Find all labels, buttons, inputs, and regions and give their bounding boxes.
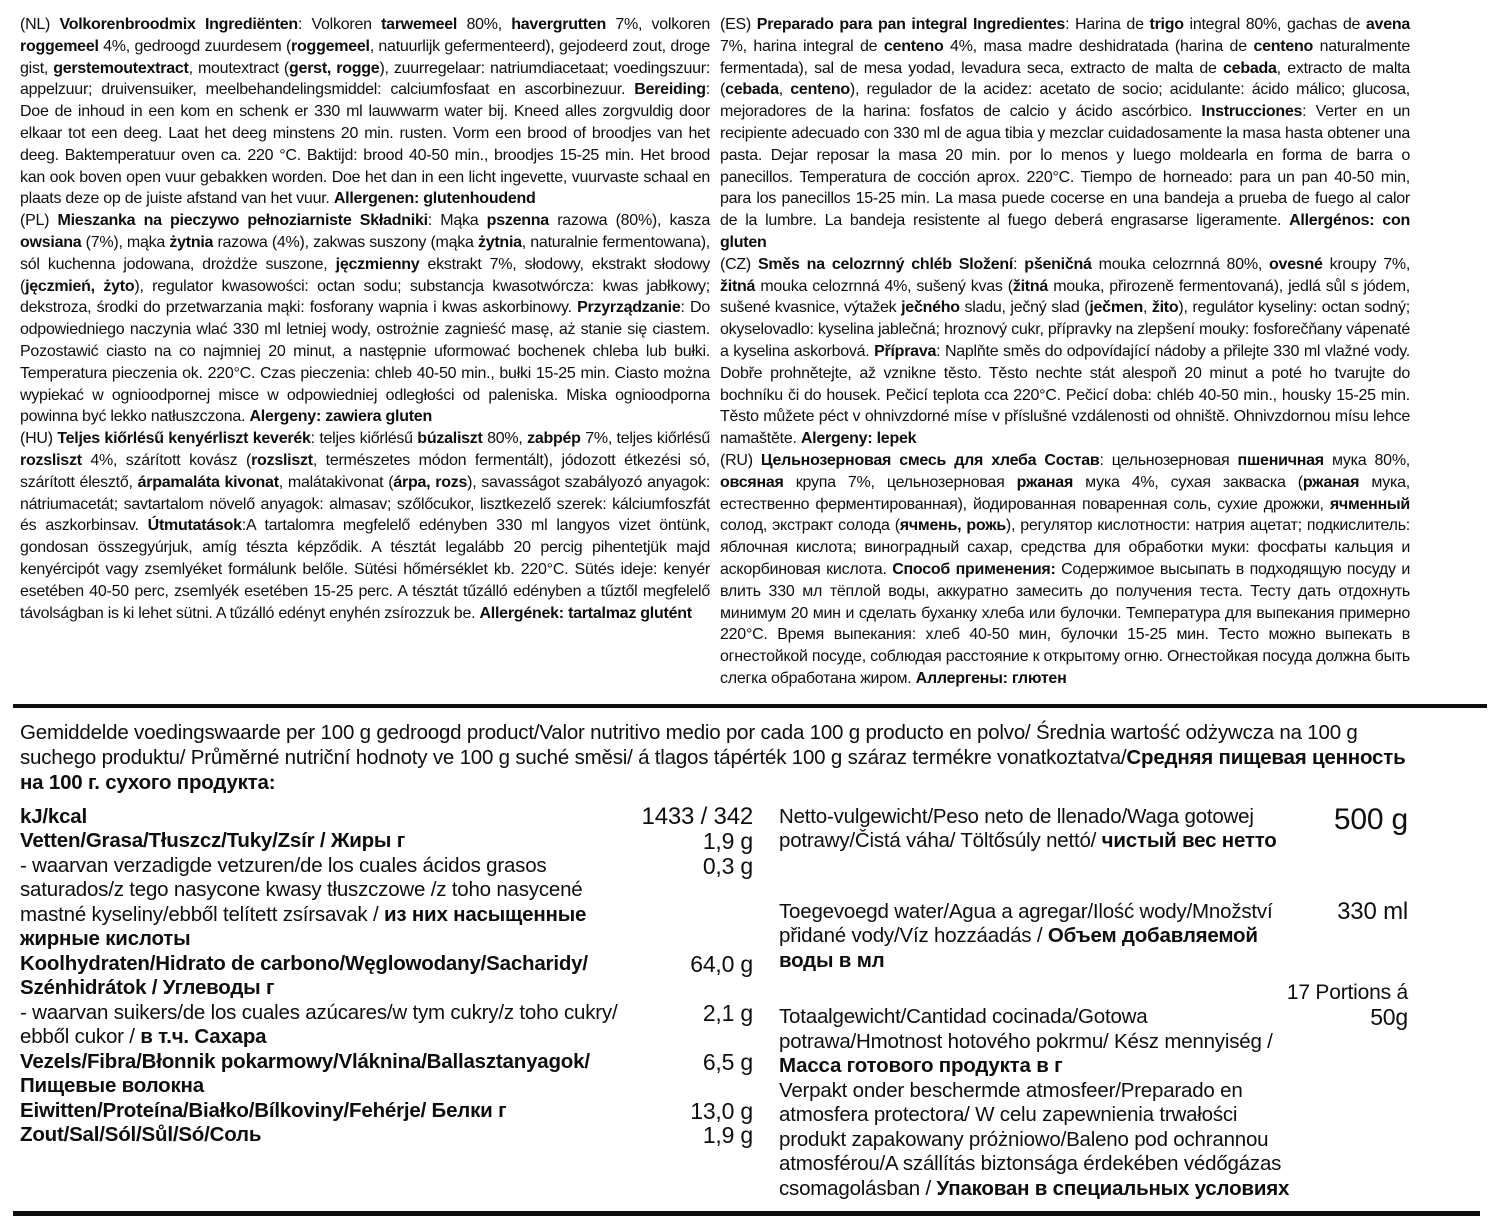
row-packaging xyxy=(779,1079,1408,1202)
nutrition-columns xyxy=(20,802,1408,1202)
nutrition-label xyxy=(779,805,1312,854)
bold-text-run: Средняя пищевая ценность на 100 г. сухого продукта: xyxy=(20,745,1406,794)
text-run: 7%, teljes kiőrlésű xyxy=(580,430,711,448)
row-added-water xyxy=(779,897,1408,974)
bold-text-run: ячменный xyxy=(1329,495,1410,513)
bold-text-run: cebada xyxy=(1223,59,1277,77)
row-fibre xyxy=(20,1050,753,1099)
bold-text-run: žito xyxy=(1151,299,1179,317)
nutrition-value: 0,3 g xyxy=(702,852,753,879)
nutrition-value: 1433 / 342 xyxy=(641,802,753,830)
text-run: - waarvan verzadigde vetzuren/de los cuales ácidos grasos saturados/z tego nasycone kwasy tłuszczowe /z toho nasycené mastné kyseliny/ebből telített zsírsavak / xyxy=(20,853,583,926)
bold-text-run: rozsliszt xyxy=(20,451,82,469)
text-run: mouka, přirozeně fermentovaná), jedlá sůl s jódem, sušené kvasnice, výtažek xyxy=(720,277,1411,317)
text-run: 4%, masa madre deshidratada (harina de xyxy=(943,37,1254,55)
nutrition-label xyxy=(20,1001,657,1050)
bold-text-run: havergrutten xyxy=(511,16,607,33)
bold-text-run: ржаная xyxy=(1016,473,1074,491)
text-run: mouka celozrnná 4%, sušený kvas ( xyxy=(755,277,1013,295)
bold-text-run: в т.ч. Сахара xyxy=(140,1025,267,1049)
bold-text-run: Przyrządzanie xyxy=(577,299,681,317)
nutrition-section xyxy=(0,708,1500,1227)
text-run: мука, естественно ферментированная), йодированная поваренная соль, сухие дрожжи, xyxy=(720,473,1411,513)
bold-text-run: žitná xyxy=(1012,277,1049,295)
nutrition-value: 330 ml xyxy=(1337,897,1408,925)
bold-text-run: trigo xyxy=(1149,16,1184,33)
text-run: 4%, gedroogd zuurdesem ( xyxy=(98,37,292,55)
bold-text-run: Способ применения: xyxy=(892,560,1056,578)
text-run: ), savasságot szabályozó anyagok: nátriumacetát; savtartalom növelő anyagok: almasav; szőlőcukor, lisztkezelő szerek: kálciumfoszfát és aszkorbinsav. xyxy=(20,473,711,535)
ingredients-column-right xyxy=(720,14,1410,690)
text-run: крупа 7%, цельнозерновая xyxy=(783,473,1017,491)
bold-text-run: pszenna xyxy=(486,212,549,230)
bold-text-run: Volkorenbroodmix Ingrediënten xyxy=(59,16,298,33)
text-run: ), regulátor kyseliny: octan sodný; okyselovadlo: kyselina jablečná; hroznový cukr, přípravky na zlepšení mouky: fosforečňany vápenaté a kyselina askorbová. xyxy=(720,299,1410,360)
text-run: Totaalgewicht/Cantidad cocinada/Gotowa potrawa/Hmotnost hotového pokrmu/ Kész mennyiség / xyxy=(779,1005,1273,1053)
bold-text-run: żytnia xyxy=(169,233,214,251)
text-run: (7%), mąka xyxy=(81,233,170,251)
bold-text-run: roggemeel xyxy=(291,37,370,55)
ingredients-paragraph-cz xyxy=(720,254,1410,450)
nutrition-value: 2,1 g xyxy=(702,999,753,1026)
bold-text-run: žitná xyxy=(720,277,756,295)
bold-text-run: búzaliszt xyxy=(417,430,483,448)
bold-text-run: żytnia xyxy=(477,233,522,251)
nutrition-value: 1,9 g xyxy=(702,828,753,855)
bold-text-run: jęczmienny xyxy=(335,255,420,273)
bold-text-run: gerst, rogge xyxy=(289,59,380,77)
text-run: razowa (4%), zakwas suszony (mąka xyxy=(213,233,478,251)
portions-note: 17 Portions á xyxy=(1286,981,1408,1005)
nutrition-table-left xyxy=(20,802,753,1149)
bold-text-run: cebada xyxy=(725,81,779,99)
nutrition-value: 13,0 g xyxy=(690,1097,753,1124)
text-run: (NL) xyxy=(20,16,60,33)
text-run: Verpakt onder beschermde atmosfeer/Preparado en atmosfera protectora/ W celu zapewnienia trwałości produkt zapakowany próżniowo/Baleno pod ochrannou atmosférou/A szállítás biztonsága érdekében védőgázas csomagolásban / xyxy=(779,1078,1282,1200)
bold-text-run: centeno xyxy=(1253,37,1314,55)
nutrition-label xyxy=(20,1123,657,1148)
text-run: , naturalnie fermentowana), sól kuchenna jodowana, drożdże suszone, xyxy=(20,233,710,273)
text-run: naturalmente fermentada), sal de mesa yodad, levadura seca, extracto de malta de xyxy=(720,37,1410,77)
text-run: : Do odpowiedniego naczynia wlać 330 ml letniej wody, ostrożnie zagnieść masę, aż stanie się ciastem. Pozostawić ciasto na co najmniej 20 minut, a następnie uformować bochenek chleba lub bułki. Temperatura pieczenia ok. 220°C. Czas pieczenia: chleb 40-50 min., bułki 15-25 min. Ciasto można wypiekać w ognioodpornej misce w odpowiedniej odległości od paleniska. Miska ognioodporna powinna być lekko natłuszczona. xyxy=(20,299,711,426)
bold-text-run: Zout/Sal/Sól/Sůl/Só/Соль xyxy=(20,1123,262,1147)
text-run: ), zuurregelaar: natriumdiacetaat; voedingszuur: appelzuur; druivensuiker, meelbehandelingsmiddel: calciumfosfaat en ascorbinezuur. xyxy=(20,59,711,99)
bold-text-run: Alergeny: zawiera gluten xyxy=(249,408,432,426)
text-run: : Verter en un recipiente adecuado con 330 ml de agua tibia y mezclar cuidadosamente la masa hasta obtener una pasta. Dejar reposar la masa 20 min. por lo menos y luego moldearla en forma de barra o panecillos. Temperatura de cocción aprox. 220°C. Tiempo de horneado: para un pan 40-50 min, para los panecillos 15-25 min. La masa puede cocerse en una bandeja a prueba de fuego al calor de la lumbre. La bandeja resistente al fuego deberá engrasarse ligeramente. xyxy=(720,103,1410,230)
bold-text-run: rozsliszt xyxy=(251,451,313,469)
row-salt xyxy=(20,1123,753,1148)
text-run: ekstrakt 7%, słodowy, ekstrakt słodowy ( xyxy=(20,255,710,295)
text-run: :A tartalomra megfelelő edényben 330 ml langyos vizet öntünk, gondosan összegyúrjuk, amíg tészta képződik. A tésztát legalább 20 percig pihentetjük majd kenyércipót vagy zsemlyéket formálunk belőle. Sütési hőmérséklet kb. 220°C. Sütés ideje: kenyér esetében 40-50 perc, zsemlyék esetében 15-25 perc. A tésztát tűzálló edényben a tűztől megfelelő távolságban is ki lehet sütni. A tűzálló edényt enyhén zsírozzuk be. xyxy=(20,517,711,622)
bold-text-run: árpa, rozs xyxy=(393,473,468,491)
nutrition-label xyxy=(779,1005,1312,1079)
bold-text-run: roggemeel xyxy=(20,37,99,55)
text-run: ), регулятор кислотности: натрия ацетат; подкислитель: яблочная кислота; виноградный сахар, средства для обработки муки: фосфаты кальция и аскорбиновая кислота. xyxy=(720,517,1411,578)
bold-text-run: ячмень, рожь xyxy=(899,517,1006,535)
bold-text-run: Упакован в специальных условиях xyxy=(936,1176,1290,1200)
bold-text-run: Koolhydraten/Hidrato de carbono/Węglowodany/Sacharidy/ Szénhidrátok / Углеводы г xyxy=(20,951,588,1000)
bold-text-run: centeno xyxy=(883,37,944,55)
text-run: , xyxy=(1142,299,1152,317)
text-run: , moutextract ( xyxy=(188,59,290,77)
bold-text-run: ječmen xyxy=(1089,299,1143,317)
bold-text-run: zabpép xyxy=(527,430,581,448)
text-run: - waarvan suikers/de los cuales azúcares/w tym cukry/z toho cukry/ ebből cukor / xyxy=(20,1000,618,1049)
text-run: sladu, ječný slad ( xyxy=(959,299,1090,317)
bold-text-run: из них насыщенные жирные кислоты xyxy=(20,902,587,951)
nutrition-value xyxy=(1312,1079,1408,1202)
bold-text-run: kJ/kcal xyxy=(20,804,87,828)
bold-text-run: árpamaláta kivonat xyxy=(137,473,279,491)
row-net-weight xyxy=(779,802,1408,854)
nutrition-label xyxy=(20,805,642,830)
nutrition-value: 50g xyxy=(1370,1004,1408,1031)
row-sugars xyxy=(20,1001,753,1050)
bold-text-run: Příprava xyxy=(874,342,937,360)
text-run: : Mąka xyxy=(427,212,487,230)
text-run: Gemiddelde voedingswaarde per 100 g gedroogd product/Valor nutritivo medio por cada 100 g producto en polvo/ Średnia wartość odżywcza na 100 g suchego produktu/ Průměrné nutriční hodnoty ve 100 g suché směsi/ á tlagos tápérték 100 g száraz termékre vonatkoztatva/ xyxy=(20,720,1358,769)
bold-text-run: Цельнозерновая смесь для хлеба Состав xyxy=(760,451,1100,469)
text-run: 4%, szárított kovász ( xyxy=(81,451,252,469)
ingredients-column-left xyxy=(20,14,710,690)
text-run: (PL) xyxy=(20,212,58,230)
bold-text-run: Teljes kiőrlésű kenyérliszt keverék xyxy=(57,430,311,448)
bold-text-run: avena xyxy=(1365,16,1411,33)
text-run: 7%, volkoren xyxy=(606,16,711,33)
text-run: : Volkoren xyxy=(297,16,382,33)
bold-text-run: Instrucciones xyxy=(1201,103,1303,121)
text-run: мука 4%, сухая закваска ( xyxy=(1073,473,1303,491)
bold-text-run: jęczmień, żyto xyxy=(25,277,135,295)
row-fat xyxy=(20,829,753,854)
text-run: ), regulator kwasowości: octan sodu; substancja kwasotwórcza: kwas jabłkowy; dekstroza, środki do przetwarzania mąki: fosforany wapnia i kwas askorbinowy. xyxy=(20,277,710,317)
text-run: razowa (80%), kasza xyxy=(548,212,711,230)
ingredients-paragraph-es xyxy=(720,14,1410,254)
section-divider-bottom xyxy=(13,1211,1480,1216)
row-total-weight xyxy=(779,1005,1408,1079)
text-run: (ES) xyxy=(720,16,757,33)
text-run: 80%, xyxy=(482,430,528,448)
bold-text-run: pšeničná xyxy=(1024,255,1092,273)
ingredients-paragraph-nl xyxy=(20,14,710,210)
text-run: , natuurlijk gefermenteerd), gejodeerd zout, droge gist, xyxy=(20,37,710,77)
text-run: : teljes kiőrlésű xyxy=(310,430,418,448)
ingredients-paragraph-pl xyxy=(20,210,710,428)
text-run: Netto-vulgewicht/Peso neto de llenado/Waga gotowej potrawy/Čistá váha/ Töltősúly nettó/ xyxy=(779,804,1254,853)
nutrition-label xyxy=(20,1050,657,1099)
text-run: 80%, xyxy=(457,16,512,33)
nutrition-value: 500 g xyxy=(1333,802,1408,836)
bold-text-run: Mieszanka na pieczywo pełnoziarniste Składniki xyxy=(57,212,428,230)
text-run: (RU) xyxy=(720,451,761,469)
nutrition-info-right xyxy=(779,802,1408,1202)
bold-text-run: Масса готового продукта в г xyxy=(779,1054,1063,1078)
text-run: , természetes módon fermentált), jódozott étkezési só, szárított élesztő, xyxy=(20,451,710,491)
text-run: : Harina de xyxy=(1065,16,1150,33)
bold-text-run: ječného xyxy=(901,299,960,317)
bold-text-run: Preparado para pan integral Ingredientes xyxy=(756,16,1066,33)
text-run: : Naplňte směs do odpovídající nádoby a přilejte 330 ml vlažné vody. Dobře prohnětejte, až vznikne těsto. Těsto nechte stát alespoň 20 minut a poté ho tvarujte do bochníku či do housek. Pečicí teplota cca 220°C. Pečicí doba: chléb 40-50 min., housky 15-25 min. Těsto můžete péct v ohnivzdorné míse v příslušné vzdálenosti od ohniště. Ohnivzdornou mísu lehce namaštěte. xyxy=(720,342,1410,448)
text-run: мука 80%, xyxy=(1323,451,1410,469)
bold-text-run: овсяная xyxy=(720,473,784,491)
text-run: Содержимое высыпать в подходящую посуду и влить 330 мл тёплой воды, аккуратно замесить до получения теста. Тесту дать отдохнуть минимум 20 мин и сделать буханку хлеба или булочки. Температура для выпекания примерно 220°C. Время выпекания: хлеб 40-50 мин, булочки 15-25 мин. Тесто можно выпекать в огнестойкой посуде, соблюдая расстояние к открытому огню. Огнестойкая посуда должна быть слегка обработана жиром. xyxy=(720,560,1411,687)
nutrition-value: 64,0 g xyxy=(690,950,753,977)
bold-text-run: Útmutatások xyxy=(147,517,242,535)
bold-text-run: Allergenen: glutenhoudend xyxy=(333,190,536,208)
nutrition-label xyxy=(779,900,1312,974)
ingredients-paragraph-ru xyxy=(720,450,1410,690)
text-run: integral 80%, gachas de xyxy=(1183,16,1366,33)
row-carbohydrates xyxy=(20,952,753,1001)
nutrition-label xyxy=(20,952,657,1001)
nutrition-value: 1,9 g xyxy=(702,1122,753,1149)
bold-text-run: Vetten/Grasa/Tłuszcz/Tuky/Zsír / Жиры г xyxy=(20,829,406,853)
bold-text-run: centeno xyxy=(790,81,850,99)
text-run: солод, экстракт солода ( xyxy=(720,517,900,535)
text-run: 7%, harina integral de xyxy=(720,37,884,55)
bold-text-run: Eiwitten/Proteína/Białko/Bílkoviny/Fehérje/ Белки г xyxy=(20,1098,507,1122)
text-run: kroupy 7%, xyxy=(1322,255,1411,273)
nutrition-label xyxy=(20,1099,657,1124)
nutrition-label xyxy=(20,854,657,952)
bold-text-run: Allergénos: con gluten xyxy=(720,212,1411,251)
bold-text-run: чистый вес нетто xyxy=(1101,829,1277,853)
text-run: (CZ) xyxy=(720,255,758,273)
bold-text-run: gerstemoutextract xyxy=(53,59,189,77)
bold-text-run: Аллергены: глютен xyxy=(915,669,1067,687)
bold-text-run: owsiana xyxy=(20,233,82,251)
text-run: : Doe de inhoud in een kom en schenk er 330 ml lauwwarm water bij. Kneed alles zorgvuldig door elkaar tot een deeg. Laat het deeg minstens 20 min. rusten. Vorm een brood of broodjes van het deeg. Baktemperatuur oven ca. 220 °C. Baktijd: brood 40-50 min., broodjes 15-25 min. Het brood kan ook boven open vuur gebakken worden. Doe het dan in een licht ingevette, vuurvaste schaal en plaats deze op de juiste afstand van het vuur. xyxy=(20,81,710,208)
bold-text-run: ржаная xyxy=(1302,473,1360,491)
text-run: : цельнозерновая xyxy=(1099,451,1238,469)
bold-text-run: Allergének: tartalmaz glutént xyxy=(479,604,692,622)
text-run: mouka celozrnná 80%, xyxy=(1091,255,1270,273)
bold-text-run: Vezels/Fibra/Błonnik pokarmowy/Vláknina/Ballasztanyagok/ Пищевые волокна xyxy=(20,1049,590,1098)
bold-text-run: Alergeny: lepek xyxy=(800,430,917,448)
row-energy xyxy=(20,802,753,830)
nutrition-intro xyxy=(20,720,1408,795)
bold-text-run: Bereiding xyxy=(634,81,706,99)
bold-text-run: пшеничная xyxy=(1237,451,1324,469)
text-run: : xyxy=(1013,255,1025,273)
text-run: , malátakivonat ( xyxy=(278,473,394,491)
nutrition-label xyxy=(779,1079,1312,1202)
bold-text-run: Směs na celozrnný chléb Složení xyxy=(757,255,1014,273)
text-run: ), regulador de la acidez: acetato de socio; acidulante: ácido málico; glucosa, mejoradores de la harina: fosfatos de calcio y ácido ascórbico. xyxy=(720,81,1410,121)
text-run: , extracto de malta ( xyxy=(720,59,1410,99)
nutrition-label xyxy=(20,829,657,854)
bold-text-run: Объем добавляемой воды в мл xyxy=(779,924,1258,972)
nutrition-value: 6,5 g xyxy=(702,1048,753,1075)
text-run: (HU) xyxy=(20,430,58,448)
bold-text-run: ovesné xyxy=(1269,255,1323,273)
ingredients-paragraph-hu xyxy=(20,428,710,624)
text-run: , xyxy=(778,81,791,99)
row-saturated-fat xyxy=(20,854,753,952)
row-protein xyxy=(20,1099,753,1124)
text-run: Toegevoegd water/Agua a agregar/Ilość wody/Množství přidané vody/Víz hozzáadás / xyxy=(779,899,1273,948)
bold-text-run: tarwemeel xyxy=(381,16,458,33)
